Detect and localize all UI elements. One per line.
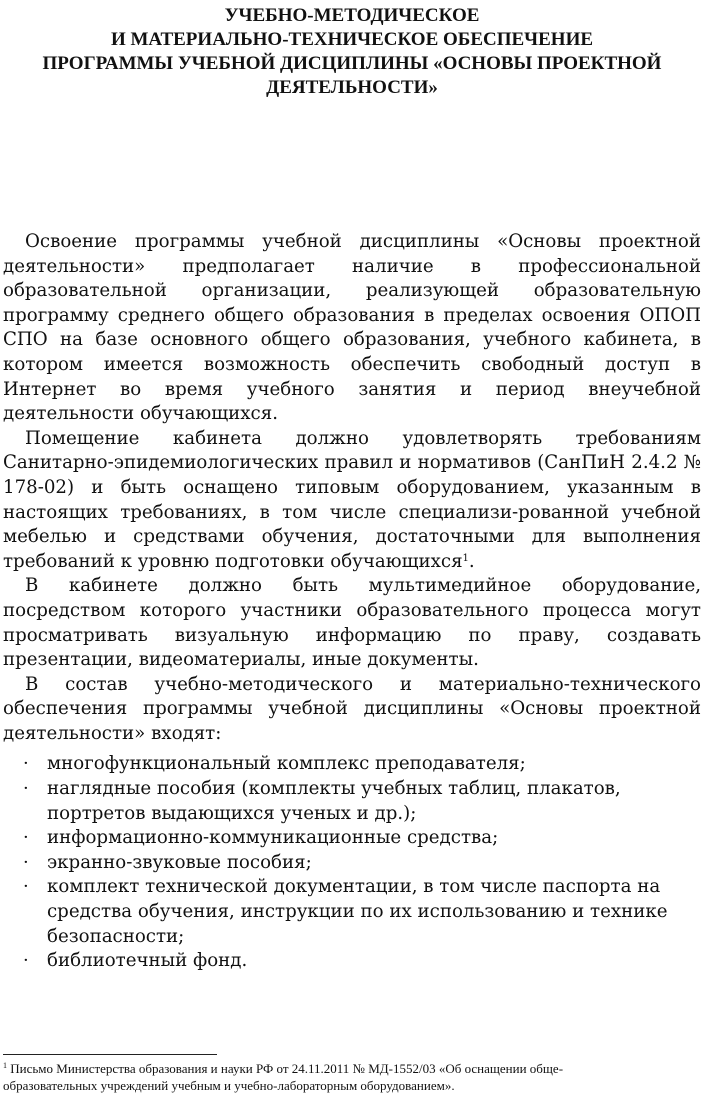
paragraph-intro: Освоение программы учебной дисциплины «Основы проектной деятельности» предполагает наличие в профессиональной образовательной организации, реализующей образовательную программу среднего общего образования в пределах освоения ОПОП СПО на базе основного общего образования, учебного кабинета, в котором имеется возможность обеспечить свободный доступ в Интернет во время учебного занятия и период внеучебной деятельности обучающихся. bbox=[3, 231, 701, 425]
list-item bbox=[23, 949, 701, 974]
equipment-list bbox=[3, 752, 701, 973]
footnote-reference: 1 bbox=[462, 552, 469, 564]
list-item-text: библиотечный фонд. bbox=[47, 950, 248, 972]
title-line-4: ДЕЯТЕЛЬНОСТИ» bbox=[266, 77, 438, 98]
footnote-text-1: Письмо Министерства образования и науки РФ от 24.11.2011 № МД-1552/03 «Об оснащении обще- bbox=[7, 1061, 564, 1076]
title-line-1: УЧЕБНО-МЕТОДИЧЕСКОЕ bbox=[224, 5, 480, 26]
list-item bbox=[23, 826, 701, 851]
footnote-line-1 bbox=[3, 1060, 703, 1077]
title-line-3: ПРОГРАММЫ УЧЕБНОЙ ДИСЦИПЛИНЫ «ОСНОВЫ ПРОЕКТНОЙ bbox=[42, 53, 662, 74]
list-item bbox=[23, 752, 701, 777]
footnote-line-2: образовательных учреждений учебным и учебно-лабораторным оборудованием». bbox=[3, 1078, 455, 1093]
list-item-text: наглядные пособия (комплекты учебных таблиц, плакатов, портретов выдающихся ученых и др.); bbox=[47, 778, 621, 824]
paragraph-room-text: Помещение кабинета должно удовлетворять требованиям Санитарно-эпидемиологических правил и нормативов (СанПиН 2.4.2 № 178-02) и быть оснащено типовым оборудованием, указанным в настоящих требованиях, в том числе специализи-рованной учебной мебелью и средствами обучения, достаточными для выполнения требований к уровню подготовки обучающихся bbox=[3, 427, 701, 572]
footnote bbox=[3, 1060, 703, 1094]
paragraph-room-requirements bbox=[3, 427, 701, 575]
paragraph-room-end: . bbox=[468, 550, 475, 572]
paragraph-multimedia: В кабинете должно быть мультимедийное оборудование, посредством которого участники образовательного процесса могут просматривать визуальную информацию по праву, создавать презентации, видеоматериалы, иные документы. bbox=[3, 575, 701, 671]
list-item bbox=[23, 777, 701, 826]
list-item bbox=[23, 875, 701, 949]
bullet-icon: · bbox=[23, 876, 29, 898]
bullet-icon: · bbox=[23, 950, 29, 972]
list-item-text: комплект технической документации, в том числе паспорта на средства обучения, инструкции по их использованию и технике безопасности; bbox=[47, 876, 668, 947]
bullet-icon: · bbox=[23, 753, 29, 775]
title-line-2: И МАТЕРИАЛЬНО-ТЕХНИЧЕСКОЕ ОБЕСПЕЧЕНИЕ bbox=[110, 29, 594, 50]
list-item-text: многофункциональный комплекс преподавателя; bbox=[47, 753, 526, 775]
list-item-text: экранно-звуковые пособия; bbox=[47, 851, 312, 873]
bullet-icon: · bbox=[23, 851, 29, 873]
bullet-icon: · bbox=[23, 778, 29, 800]
list-item bbox=[23, 851, 701, 876]
bullet-icon: · bbox=[23, 827, 29, 849]
body-text bbox=[3, 230, 701, 974]
footnote-marker: 1 bbox=[3, 1061, 7, 1070]
paragraph-composition: В состав учебно-методического и материально-технического обеспечения программы учебной дисциплины «Основы проектной деятельности» входят: bbox=[3, 673, 701, 744]
footnote-divider bbox=[3, 1054, 217, 1055]
list-item-text: информационно-коммуникационные средства; bbox=[47, 827, 499, 849]
page-title bbox=[0, 4, 704, 100]
